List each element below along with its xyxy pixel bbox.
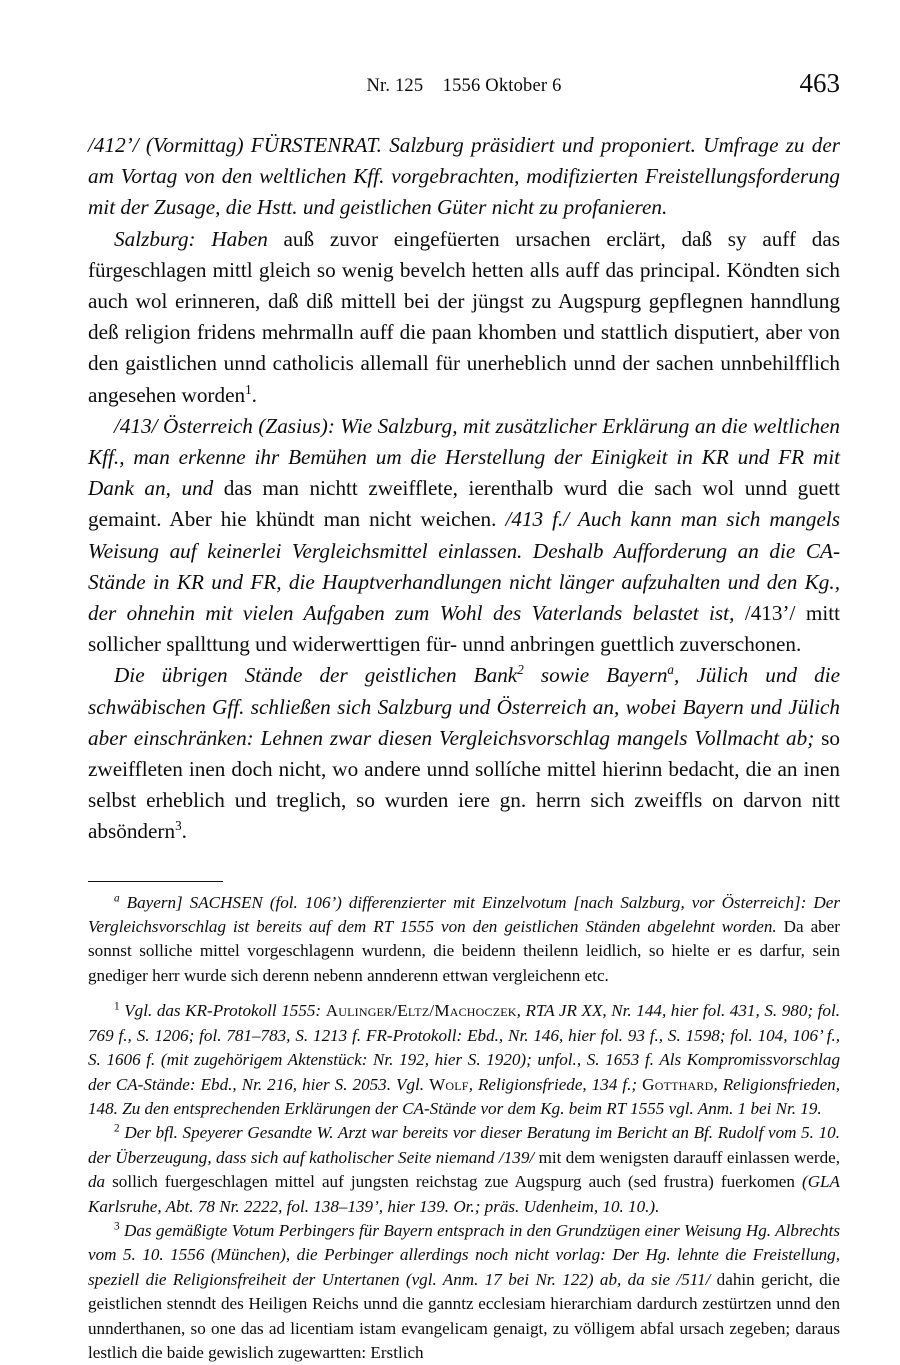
footnote-gap	[88, 988, 840, 999]
footnote-ref-2[interactable]: 2	[517, 662, 524, 678]
footnote-2	[88, 1121, 840, 1219]
footnote-2-seg2: mit dem wenigsten darauff einlassen werde,	[534, 1147, 840, 1167]
paragraph-regest-412	[88, 130, 840, 224]
footnote-3-seg2: dahin gericht, die geistlichen stenndt des Heiligen Reichs unnd die ganntz ecclesiam hierarchiam dardurch zestürtzen unnd den unnderthanen, so one das ad licentiam istam evangelicam genaigt, zu völligem abfal ursach zegeben; daraus lestlich die baide gewislich zugewartten: Erstlich	[88, 1269, 840, 1362]
footnote-2-seg4: sollich fuergeschlagen mittel auf jungsten reichstag zue Augspurg auch (sed frustra) fuerkomen	[105, 1172, 802, 1192]
footnote-marker-1: 1	[114, 1000, 120, 1013]
footnote-1-seg1: Vgl. das KR-Protokoll 1555:	[119, 1001, 326, 1021]
uebrige-seg4: so zweiffleten inen doch nicht, wo andere unnd sollíche mittel hierinn bedacht, die an inen selbst erheblich und treglich, so wurden iere gn. herrn sich zweiffls on darvon nitt absöndern	[88, 725, 841, 844]
footnote-2-seg5: (GLA Karlsruhe, Abt. 78 Nr. 2222, fol. 138–139’, hier 139. Or.; präs. Udenheim, 10. 10.).	[88, 1172, 840, 1216]
header-title: Nr. 125 1556 Oktober 6	[366, 76, 562, 96]
footnote-3	[88, 1219, 840, 1365]
document-page	[88, 0, 841, 1362]
page-number: 463	[799, 68, 840, 98]
salzburg-body: auß zuvor eingefüerten ursachen erclärt, daß sy auff das fürgeschlagen mittl gleich so wenig bevelch hetten alls auff das principal. Köndten sich auch wol erinneren, daß diß mittell bei der jüngst zu Augspurg gepflegnen hanndlung deß religion fridens mehrmalln auff die paan khomben und stattlich disputiert, aber von den gaistlichen unnd catholicis allemall für unerheblich unnd der sachen unnbehilfflich angesehen worden	[88, 226, 840, 407]
footnote-ref-1[interactable]: 1	[245, 381, 252, 397]
footnote-separator	[88, 881, 223, 882]
footnote-1	[88, 999, 840, 1121]
footnote-a-seg2: Da aber sonnst solliche mittel vorgeschlagenn wurdenn, die beidenn theilenn leidlich, so hielte er es darfur, sein gnediger herr wurde sich derenn nebenn annderenn ettwan vergleichenn etc.	[88, 917, 840, 985]
paragraph-uebrige-staende	[88, 660, 840, 847]
salzburg-tail: .	[251, 382, 257, 407]
uebrige-seg1: Die übrigen Stände der geistlichen Bank	[114, 663, 518, 688]
footnote-marker-3: 3	[114, 1220, 120, 1233]
footnote-1-seg5: , Religionsfriede, 134 f.;	[468, 1074, 643, 1094]
oesterreich-seg3: /413 f./ Auch kann man sich mangels Weisung auf keinerlei Vergleichsmittel einlassen. Deshalb Aufforderung an die CA-Stände in KR und FR, die Hauptverhandlungen nicht länger aufzuhalten und den Kg., der ohnehin mit vielen Aufgaben zum Wohl des Vaterlands belastet ist,	[88, 507, 841, 626]
footnote-1-authors-1: Aulinger/Eltz/Machoczek	[325, 1001, 517, 1021]
footnote-2-seg1: Der bfl. Speyerer Gesandte W. Arzt war bereits vor dieser Beratung im Bericht an Bf. Rudolf vom 5. 10. der Überzeugung, dass sich auf katholischer Seite niemand /139/	[88, 1123, 840, 1167]
oesterreich-seg4: /413’/ mitt sollicher spallttung und widerwerttigen für- unnd anbringen guettlich zuverschonen.	[88, 601, 840, 657]
paragraph-salzburg	[88, 224, 840, 411]
footnote-ref-a[interactable]: a	[667, 662, 674, 678]
oesterreich-seg2: das man nichtt zweifflete, ierenthalb wurd die sach wol unnd guett gemaint. Aber hie khündt man nicht weichen.	[88, 476, 840, 532]
footnote-3-seg1: Das gemäßigte Votum Perbingers für Bayern entsprach in den Grundzügen einer Weisung Hg. Albrechts vom 5. 10. 1556 (München), die Perbinger allerdings noch nicht vorlag: Der Hg. lehnte die Freistellung, speziell die Religionsfreiheit der Untertanen (vgl. Anm. 17 bei Nr. 122) ab, da sie /511/	[88, 1220, 840, 1289]
body-text	[88, 130, 840, 848]
footnote-1-seg7: , Religionsfrieden, 148. Zu den entsprechenden Erklärungen der CA-Stände vor dem Kg. beim RT 1555 vgl. Anm. 1 bei Nr. 19.	[88, 1074, 841, 1118]
paragraph-oesterreich	[88, 411, 840, 661]
footnote-1-author-gotthard: Gotthard	[642, 1074, 714, 1094]
running-header	[88, 68, 840, 116]
footnote-a-seg1: Bayern] SACHSEN (fol. 106’) differenzierter mit Einzelvotum [nach Salzburg, vor Österreich]: Der Vergleichsvorschlag ist bereits auf dem RT 1555 von den geistlichen Ständen abgelehnt worden.	[88, 892, 840, 937]
footnote-ref-3[interactable]: 3	[175, 818, 182, 834]
footnote-1-seg3: , RTA JR XX, Nr. 144, hier fol. 431, S. 980; fol. 769 f., S. 1206; fol. 781–783, S. 1213 f. FR-Protokoll: Ebd., Nr. 146, hier fol. 93 f., S. 1598; fol. 104, 106’ f., S. 1606 f. (mit zugehörigem Aktenstück: Nr. 192, hier S. 1920); unfol., S. 1653 f. Als Kompromissvorschlag der CA-Stände: Ebd., Nr. 216, hier S. 2053. Vgl.	[88, 1001, 840, 1094]
uebrige-tail: .	[181, 819, 187, 844]
salzburg-lead: Salzburg: Haben	[114, 226, 268, 251]
footnote-marker-a: a	[114, 892, 120, 905]
uebrige-seg3: , Jülich und die schwäbischen Gff. schließen sich Salzburg und Österreich an, wobei Bayern und Jülich aber einschränken: Lehnen zwar diesen Vergleichsvorschlag mangels Vollmacht ab;	[88, 663, 841, 750]
footnote-a	[88, 891, 840, 989]
footnote-2-seg3: da	[88, 1172, 106, 1192]
regest-412-text: /412’/ (Vormittag) FÜRSTENRAT. Salzburg präsidiert und proponiert. Umfrage zu der am Vortag von den weltlichen Kff. vorgebrachten, modifizierten Freistellungsforderung mit der Zusage, die Hstt. und geistlichen Güter nicht zu profanieren.	[88, 133, 840, 220]
footnote-1-author-wolf: Wolf	[429, 1074, 469, 1094]
footnote-marker-2: 2	[114, 1122, 120, 1135]
footnote-area	[88, 891, 840, 1365]
oesterreich-seg1: /413/ Österreich (Zasius): Wie Salzburg, mit zusätzlicher Erklärung an die weltlichen Kff., man erkenne ihr Bemühen um die Herstellung der Einigkeit in KR und FR mit Dank an, und	[88, 413, 840, 501]
uebrige-seg2: sowie Bayern	[523, 663, 668, 688]
